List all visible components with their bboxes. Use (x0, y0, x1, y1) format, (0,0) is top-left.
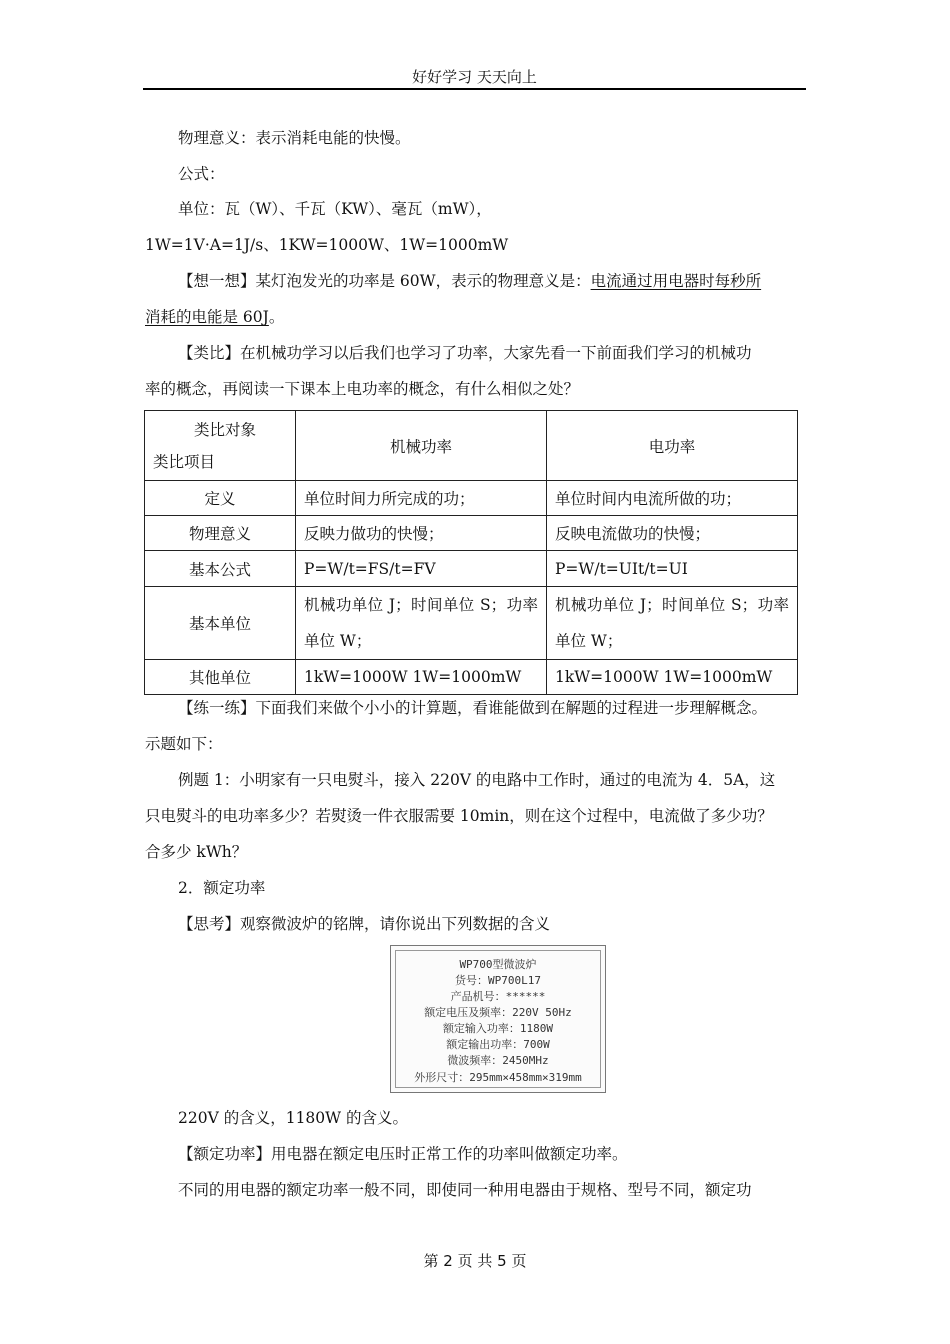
column-header-mechanical: 机械功率 (296, 411, 547, 481)
table-row (145, 481, 798, 516)
row-item: 定义 (145, 481, 296, 516)
nameplate-line: 微波频率：2450MHz (447, 1054, 549, 1067)
text-line-example-intro: 示题如下： (145, 735, 223, 753)
row-electric: 机械功单位 J；时间单位 S；功率单位 W； (547, 587, 798, 660)
row-item: 基本公式 (145, 551, 296, 587)
table-row (145, 551, 798, 587)
text-line-analogy-cont: 率的概念，再阅读一下课本上电功率的概念，有什么相似之处？ (145, 380, 580, 398)
nameplate-line: 外形尺寸：295mm×458mm×319mm (414, 1071, 582, 1084)
text-line-rated-power-def: 【额定功率】用电器在额定电压时正常工作的功率叫做额定功率。 (178, 1145, 628, 1163)
nameplate-line: 货号：WP700L17 (455, 974, 541, 987)
microwave-nameplate-image (390, 945, 606, 1093)
text-line-unit-conversion: 1W=1V·A=1J/s、1KW=1000W、1W=1000mW (145, 236, 509, 254)
nameplate-line: 额定输出功率：700W (446, 1038, 550, 1051)
think-answer-part2: 消耗的电能是 60J (145, 308, 269, 326)
text-line-think-cont (145, 307, 807, 327)
row-mechanical: 机械功单位 J；时间单位 S；功率单位 W； (296, 587, 547, 660)
row-mechanical: 反映力做功的快慢； (296, 516, 547, 551)
text-line-example1-cont: 只电熨斗的电功率多少？若熨烫一件衣服需要 10min，则在这个过程中，电流做了多少功？ (145, 807, 773, 825)
text-line-think-nameplate: 【思考】观察微波炉的铭牌，请你说出下列数据的含义 (178, 915, 551, 933)
page-header: 好好学习 天天向上 (412, 68, 537, 86)
row-electric: P=W/t=UIt/t=UI (547, 551, 798, 587)
text-line-rated-power-note: 不同的用电器的额定功率一般不同，即使同一种用电器由于规格、型号不同，额定功 (178, 1181, 752, 1199)
row-mechanical: 1kW=1000W 1W=1000mW (296, 660, 547, 695)
section-heading-rated-power: 2．额定功率 (178, 879, 266, 897)
comparison-table (144, 410, 798, 695)
text-line-meanings: 220V 的含义，1180W 的含义。 (178, 1109, 409, 1127)
row-electric: 单位时间内电流所做的功； (547, 481, 798, 516)
table-corner-cell (145, 411, 296, 481)
row-electric: 反映电流做功的快慢； (547, 516, 798, 551)
corner-top-label: 类比对象 (193, 420, 256, 439)
think-answer-period: 。 (268, 308, 285, 326)
row-electric: 1kW=1000W 1W=1000mW (547, 660, 798, 695)
text-line-formula: 公式： (178, 165, 225, 183)
page-footer: 第 2 页 共 5 页 (423, 1252, 527, 1270)
table-row (145, 660, 798, 695)
row-item: 其他单位 (145, 660, 296, 695)
text-line-example1: 例题 1：小明家有一只电熨斗，接入 220V 的电路中工作时，通过的电流为 4．5A，这 (178, 771, 776, 789)
think-answer-part1: 电流通过用电器时每秒所 (590, 272, 762, 290)
text-line-example1-end: 合多少 kWh？ (145, 843, 248, 861)
nameplate-line: WP700型微波炉 (459, 958, 537, 971)
row-item: 物理意义 (145, 516, 296, 551)
nameplate-line: 额定电压及频率：220V 50Hz (424, 1006, 572, 1019)
corner-bottom-label: 类比项目 (153, 452, 216, 471)
table-row (145, 516, 798, 551)
nameplate-line: 额定输入功率：1180W (442, 1022, 554, 1035)
text-line-think (178, 271, 840, 291)
table-row (145, 587, 798, 660)
think-question: 【想一想】某灯泡发光的功率是 60W，表示的物理意义是： (178, 272, 591, 290)
text-line-analogy: 【类比】在机械功学习以后我们也学习了功率，大家先看一下前面我们学习的机械功 (178, 344, 752, 362)
table-header-row (145, 411, 798, 481)
text-line-practice: 【练一练】下面我们来做个小小的计算题，看谁能做到在解题的过程进一步理解概念。 (178, 699, 768, 717)
row-mechanical: P=W/t=FS/t=FV (296, 551, 547, 587)
column-header-electric: 电功率 (547, 411, 798, 481)
header-divider (143, 88, 806, 90)
text-line-meaning: 物理意义：表示消耗电能的快慢。 (178, 129, 411, 147)
row-mechanical: 单位时间力所完成的功； (296, 481, 547, 516)
text-line-units: 单位：瓦（W）、千瓦（KW）、毫瓦（mW）， (178, 200, 492, 218)
nameplate-line: 产品机号：****** (450, 990, 546, 1003)
row-item: 基本单位 (145, 587, 296, 660)
